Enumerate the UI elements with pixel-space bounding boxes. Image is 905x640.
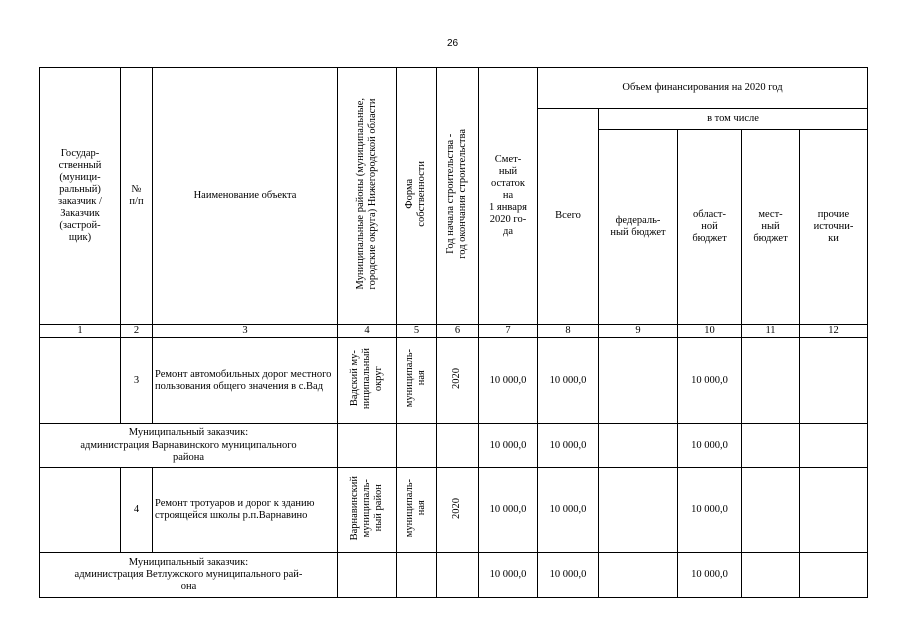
customer-cell: [40, 338, 121, 424]
local-value: [742, 338, 800, 424]
estimate-value: 10 000,0: [479, 338, 538, 424]
years-cell: [437, 468, 479, 553]
column-numbers-row: [40, 325, 868, 338]
column-number: 10: [678, 325, 742, 338]
header-ownership: [397, 68, 437, 325]
estimate-value: 10 000,0: [479, 424, 538, 468]
other-value: [800, 338, 868, 424]
regional-value: 10 000,0: [678, 468, 742, 553]
row-number: 3: [121, 338, 153, 424]
district-cell: [338, 468, 397, 553]
estimate-value: 10 000,0: [479, 468, 538, 553]
header-district: [338, 68, 397, 325]
customer-row: [40, 553, 868, 598]
years-text: 2020: [451, 368, 463, 390]
local-value: [742, 468, 800, 553]
years-cell: [437, 338, 479, 424]
ownership-text: муниципаль- ная: [404, 478, 428, 538]
total-value: 10 000,0: [538, 424, 599, 468]
regional-value: 10 000,0: [678, 424, 742, 468]
column-number: 12: [800, 325, 868, 338]
federal-value: [599, 468, 678, 553]
column-number: 7: [479, 325, 538, 338]
header-number: № п/п: [121, 68, 153, 325]
header-total: Всего: [538, 109, 599, 325]
regional-value: 10 000,0: [678, 553, 742, 598]
header-regional: област- ной бюджет: [678, 130, 742, 325]
header-years: [437, 68, 479, 325]
column-number: 2: [121, 325, 153, 338]
regional-value: 10 000,0: [678, 338, 742, 424]
header-ownership-text: Форма собственности: [404, 161, 428, 227]
total-value: 10 000,0: [538, 468, 599, 553]
header-estimate-balance: Смет- ный остаток на 1 января 2020 го- да: [479, 68, 538, 325]
years-text: 2020: [451, 497, 463, 519]
column-number: 9: [599, 325, 678, 338]
header-funding-title: Объем финансирования на 2020 год: [538, 68, 868, 109]
column-number: 8: [538, 325, 599, 338]
header-local: мест- ный бюджет: [742, 130, 800, 325]
federal-value: [599, 338, 678, 424]
header-district-text: Муниципальные районы (муниципальные, городские округа) Нижегородской области: [354, 98, 378, 290]
customer-label: Муниципальный заказчик: администрация Варнавинского муниципального района: [40, 424, 338, 468]
header-including: в том числе: [599, 109, 868, 130]
total-value: 10 000,0: [538, 553, 599, 598]
district-cell: [338, 338, 397, 424]
ownership-cell: [397, 338, 437, 424]
header-other: прочие источни- ки: [800, 130, 868, 325]
table-row: [40, 468, 868, 553]
column-number: 5: [397, 325, 437, 338]
other-value: [800, 468, 868, 553]
header-customer: Государ- ственный (муници- pальный) заказчик / Заказчик (застрой- щик): [40, 68, 121, 325]
header-years-text: Год начала строительства - год окончания строительства: [445, 129, 469, 259]
table-row: [40, 338, 868, 424]
district-text: Вадский му- ниципальный округ: [348, 347, 385, 410]
page-number: 26: [446, 38, 459, 49]
column-number: 3: [153, 325, 338, 338]
header-object-name: Наименование объекта: [153, 68, 338, 325]
row-number: 4: [121, 468, 153, 553]
financing-table: [39, 67, 868, 598]
column-number: 1: [40, 325, 121, 338]
header-federal: федераль- ный бюджет: [599, 130, 678, 325]
customer-cell: [40, 468, 121, 553]
estimate-value: 10 000,0: [479, 553, 538, 598]
customer-label: Муниципальный заказчик: администрация Ветлужского муниципального рай- она: [40, 553, 338, 598]
customer-row: [40, 424, 868, 468]
column-number: 11: [742, 325, 800, 338]
ownership-text: муниципаль- ная: [404, 349, 428, 408]
total-value: 10 000,0: [538, 338, 599, 424]
object-name: Ремонт автомобильных дорог местного пользования общего значения в с.Вад: [153, 338, 338, 424]
column-number: 4: [338, 325, 397, 338]
object-name: Ремонт тротуаров и дорог к зданию строящейся школы р.п.Варнавино: [153, 468, 338, 553]
ownership-cell: [397, 468, 437, 553]
district-text: Варнавинский муниципаль- ный район: [348, 475, 385, 541]
column-number: 6: [437, 325, 479, 338]
